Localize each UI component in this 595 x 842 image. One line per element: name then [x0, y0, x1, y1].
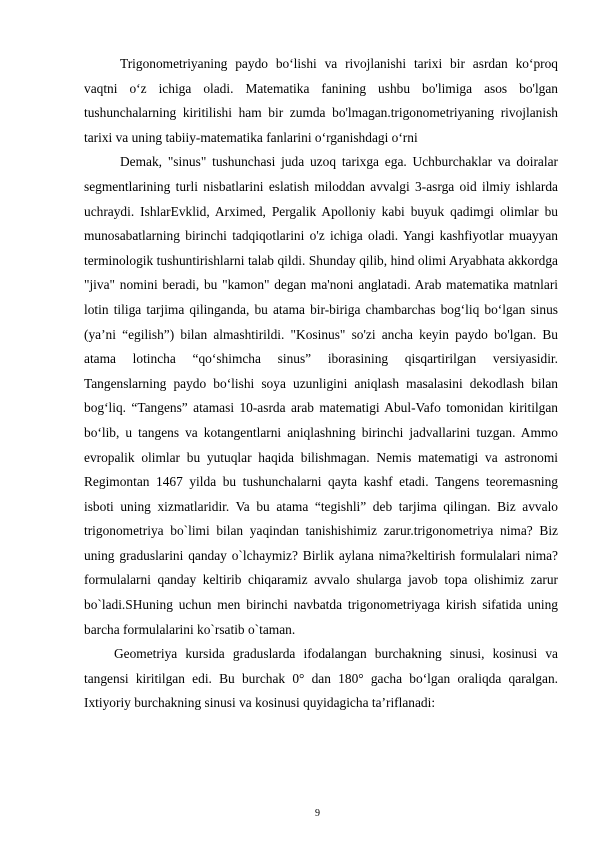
document-body — [84, 52, 558, 716]
paragraph-history-intro: Trigonometriyaning paydo bo‘lishi va rivojlanishi tarixi bir asrdan ko‘proq vaqtni o‘z ichiga oladi. Matematika fanining ushbu bo'limiga asos bo'lgan tushunchalarning kiritilishi ham bir zumda bo'lmagan.trigonometriyaning rivojlanish tarixi va uning tabiiy-matematika fanlarini o‘rganishdagi o‘rni — [84, 56, 558, 145]
page-number: 9 — [315, 808, 320, 819]
paragraph-geometry-definition: Geometriya kursida graduslarda ifodalangan burchakning sinusi, kosinusi va tangensi kiritilgan edi. Bu burchak 0° dan 180° gacha bo‘lgan oraliqda qaralgan. Ixtiyoriy burchakning sinusi va kosinusi quyidagicha ta’riflanadi: — [84, 646, 558, 711]
paragraph-sinus-history: Demak, "sinus" tushunchasi juda uzoq tarixga ega. Uchburchaklar va doiralar segmentlarining turli nisbatlarini eslatish miloddan avvalgi 3-asrga oid ilmiy ishlarda uchraydi. IshlarEvklid, Arximed, Pergalik Apolloniy kabi buyuk qadimgi olimlar bu munosabatlarning birinchi tadqiqotlarini o'z ichiga oladi. Yangi kashfiyotlar muayyan terminologik tushuntirishlarni talab qildi. Shunday qilib, hind olimi Aryabhata akkordga "jiva" nomini beradi, bu "kamon" degan ma'noni anglatadi. Arab matematika matnlari lotin tiliga tarjima qilinganda, bu atama bir-biriga chambarchas bog‘liq bo‘lgan sinus (ya’ni “egilish”) bilan almashtirildi. "Kosinus" so'zi ancha keyin paydo bo'lgan. Bu atama lotincha “qo‘shimcha sinus” iborasining qisqartirilgan versiyasidir. Tangenslarning paydo bo‘lishi soya uzunligini aniqlash masalasini dekodlash bilan bog‘liq. “Tangens” atamasi 10-asrda arab matematigi Abul-Vafo tomonidan kiritilgan bo‘lib, u tangens va kotangentlarni aniqlashning birinchi jadvallarini tuzgan. Ammo evropalik olimlar bu yutuqlar haqida bilishmagan. Nemis matematigi va astronomi Regimontan 1467 yilda bu tushunchalarni qayta kashf etadi. Tangens teoremasning isboti uning xizmatlaridir. Va bu atama “tegishli” deb tarjima qilingan. Biz avvalo trigonometriya bo`limi bilan yaqindan tanishishimiz zarur.trigonometriya nima? Biz uning graduslarini qanday o`lchaymiz? Birlik aylana nima?keltirish formulalari nima?formulalarni qanday keltirib chiqaramiz avvalo shularga javob topa olishimiz zarur bo`ladi.SHuning uchun men birinchi navbatda trigonometriyaga kirish sifatida uning barcha formulalarini ko`rsatib o`taman. — [84, 154, 558, 637]
